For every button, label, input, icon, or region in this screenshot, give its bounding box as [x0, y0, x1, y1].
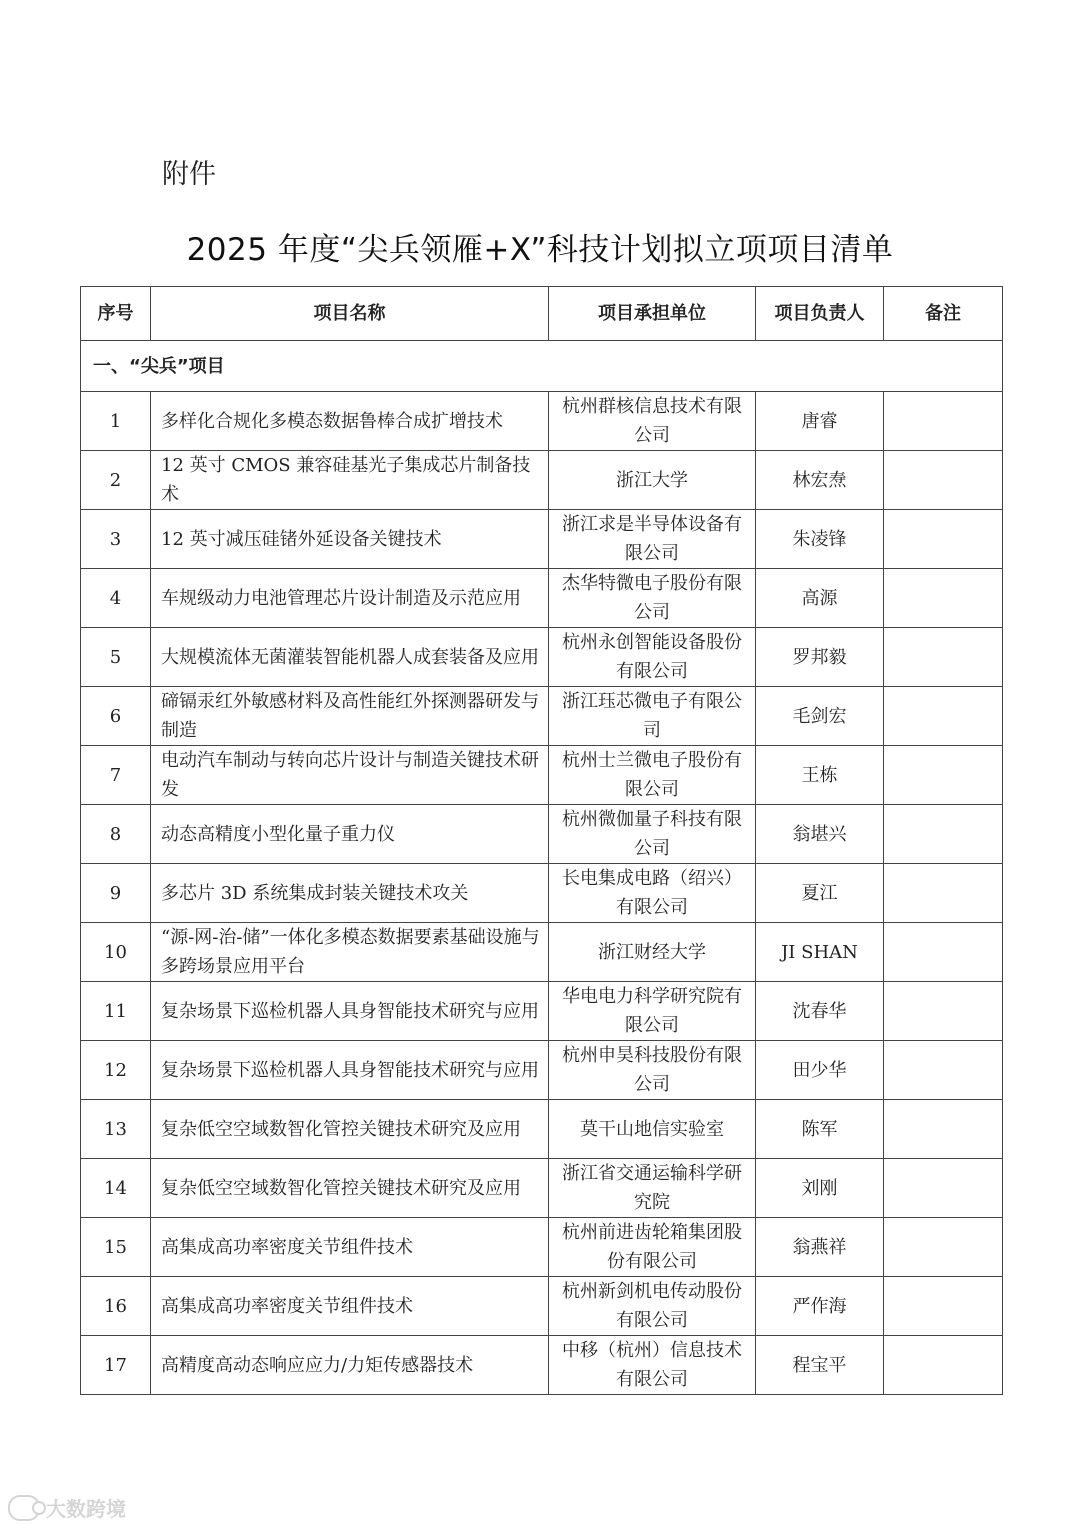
cell-note: [884, 392, 1003, 451]
cell-note: [884, 982, 1003, 1041]
cell-leader: 高源: [756, 569, 884, 628]
cell-no: 16: [81, 1277, 151, 1336]
cell-project-name: 复杂场景下巡检机器人具身智能技术研究与应用: [151, 982, 549, 1041]
header-project-name: 项目名称: [151, 287, 549, 341]
table-row: [81, 1100, 1003, 1159]
cell-leader: 田少华: [756, 1041, 884, 1100]
cell-note: [884, 746, 1003, 805]
cell-leader: 王栋: [756, 746, 884, 805]
table-row: [81, 746, 1003, 805]
cell-leader: JI SHAN: [756, 923, 884, 982]
cell-no: 2: [81, 451, 151, 510]
cell-note: [884, 451, 1003, 510]
cell-leader: 毛剑宏: [756, 687, 884, 746]
cell-no: 13: [81, 1100, 151, 1159]
cell-note: [884, 805, 1003, 864]
table-row: [81, 451, 1003, 510]
table-row: [81, 923, 1003, 982]
cell-note: [884, 1159, 1003, 1218]
header-leader: 项目负责人: [756, 287, 884, 341]
cell-no: 12: [81, 1041, 151, 1100]
section-row: [81, 341, 1003, 392]
cell-project-name: 高集成高功率密度关节组件技术: [151, 1277, 549, 1336]
table-row: [81, 1218, 1003, 1277]
cell-leader: 翁堪兴: [756, 805, 884, 864]
cell-project-name: 12 英寸减压硅锗外延设备关键技术: [151, 510, 549, 569]
cell-leader: 沈春华: [756, 982, 884, 1041]
table-row: [81, 392, 1003, 451]
cell-leader: 程宝平: [756, 1336, 884, 1395]
cell-leader: 夏江: [756, 864, 884, 923]
cell-note: [884, 1100, 1003, 1159]
cell-no: 5: [81, 628, 151, 687]
cell-organization: 杭州士兰微电子股份有限公司: [549, 746, 756, 805]
cell-organization: 莫干山地信实验室: [549, 1100, 756, 1159]
table-row: [81, 1041, 1003, 1100]
cell-leader: 陈军: [756, 1100, 884, 1159]
cell-leader: 唐睿: [756, 392, 884, 451]
watermark: [8, 1493, 126, 1522]
cell-no: 9: [81, 864, 151, 923]
cell-no: 6: [81, 687, 151, 746]
table-row: [81, 864, 1003, 923]
table-header-row: [81, 287, 1003, 341]
cell-organization: 杰华特微电子股份有限公司: [549, 569, 756, 628]
cell-organization: 杭州永创智能设备股份有限公司: [549, 628, 756, 687]
cell-note: [884, 1218, 1003, 1277]
cell-organization: 中移（杭州）信息技术有限公司: [549, 1336, 756, 1395]
cell-note: [884, 628, 1003, 687]
cell-no: 15: [81, 1218, 151, 1277]
header-organization: 项目承担单位: [549, 287, 756, 341]
cell-leader: 刘刚: [756, 1159, 884, 1218]
cell-project-name: 复杂低空空域数智化管控关键技术研究及应用: [151, 1159, 549, 1218]
header-note: 备注: [884, 287, 1003, 341]
watermark-logo-icon: [8, 1495, 40, 1521]
cell-no: 14: [81, 1159, 151, 1218]
cell-note: [884, 923, 1003, 982]
cell-no: 8: [81, 805, 151, 864]
cell-organization: 杭州群核信息技术有限公司: [549, 392, 756, 451]
cell-note: [884, 687, 1003, 746]
document-title: 2025 年度“尖兵领雁+X”科技计划拟立项项目清单: [186, 232, 894, 268]
cell-no: 4: [81, 569, 151, 628]
cell-project-name: 多芯片 3D 系统集成封装关键技术攻关: [151, 864, 549, 923]
cell-note: [884, 569, 1003, 628]
cell-project-name: 大规模流体无菌灌装智能机器人成套装备及应用: [151, 628, 549, 687]
cell-leader: 严作海: [756, 1277, 884, 1336]
cell-note: [884, 1336, 1003, 1395]
cell-project-name: 复杂低空空域数智化管控关键技术研究及应用: [151, 1100, 549, 1159]
cell-no: 11: [81, 982, 151, 1041]
table-row: [81, 687, 1003, 746]
header-no: 序号: [81, 287, 151, 341]
cell-project-name: 12 英寸 CMOS 兼容硅基光子集成芯片制备技术: [151, 451, 549, 510]
cell-project-name: 动态高精度小型化量子重力仪: [151, 805, 549, 864]
cell-project-name: 车规级动力电池管理芯片设计制造及示范应用: [151, 569, 549, 628]
cell-organization: 华电电力科学研究院有限公司: [549, 982, 756, 1041]
cell-no: 1: [81, 392, 151, 451]
cell-organization: 杭州申昊科技股份有限公司: [549, 1041, 756, 1100]
table-row: [81, 1159, 1003, 1218]
cell-leader: 罗邦毅: [756, 628, 884, 687]
cell-note: [884, 1277, 1003, 1336]
cell-leader: 翁燕祥: [756, 1218, 884, 1277]
cell-leader: 林宏焘: [756, 451, 884, 510]
cell-note: [884, 864, 1003, 923]
cell-organization: 杭州前进齿轮箱集团股份有限公司: [549, 1218, 756, 1277]
cell-organization: 浙江珏芯微电子有限公司: [549, 687, 756, 746]
table-row: [81, 1277, 1003, 1336]
cell-organization: 浙江省交通运输科学研究院: [549, 1159, 756, 1218]
table-row: [81, 1336, 1003, 1395]
cell-organization: 长电集成电路（绍兴）有限公司: [549, 864, 756, 923]
cell-organization: 浙江财经大学: [549, 923, 756, 982]
cell-project-name: 碲镉汞红外敏感材料及高性能红外探测器研发与制造: [151, 687, 549, 746]
cell-project-name: 电动汽车制动与转向芯片设计与制造关键技术研发: [151, 746, 549, 805]
cell-no: 7: [81, 746, 151, 805]
table-row: [81, 510, 1003, 569]
cell-project-name: 高集成高功率密度关节组件技术: [151, 1218, 549, 1277]
cell-note: [884, 1041, 1003, 1100]
cell-no: 10: [81, 923, 151, 982]
section-title: 一、“尖兵”项目: [81, 341, 1003, 392]
cell-note: [884, 510, 1003, 569]
table-row: [81, 569, 1003, 628]
table-row: [81, 805, 1003, 864]
cell-project-name: “源-网-治-储”一体化多模态数据要素基础设施与多跨场景应用平台: [151, 923, 549, 982]
cell-organization: 杭州新剑机电传动股份有限公司: [549, 1277, 756, 1336]
attachment-label: 附件: [162, 159, 216, 190]
cell-leader: 朱凌锋: [756, 510, 884, 569]
cell-project-name: 复杂场景下巡检机器人具身智能技术研究与应用: [151, 1041, 549, 1100]
cell-organization: 杭州微伽量子科技有限公司: [549, 805, 756, 864]
watermark-text: 大数跨境: [46, 1497, 126, 1521]
project-table: [80, 286, 1003, 1395]
cell-project-name: 多样化合规化多模态数据鲁棒合成扩增技术: [151, 392, 549, 451]
cell-no: 17: [81, 1336, 151, 1395]
cell-no: 3: [81, 510, 151, 569]
cell-organization: 浙江求是半导体设备有限公司: [549, 510, 756, 569]
cell-organization: 浙江大学: [549, 451, 756, 510]
table-row: [81, 628, 1003, 687]
cell-project-name: 高精度高动态响应应力/力矩传感器技术: [151, 1336, 549, 1395]
table-row: [81, 982, 1003, 1041]
